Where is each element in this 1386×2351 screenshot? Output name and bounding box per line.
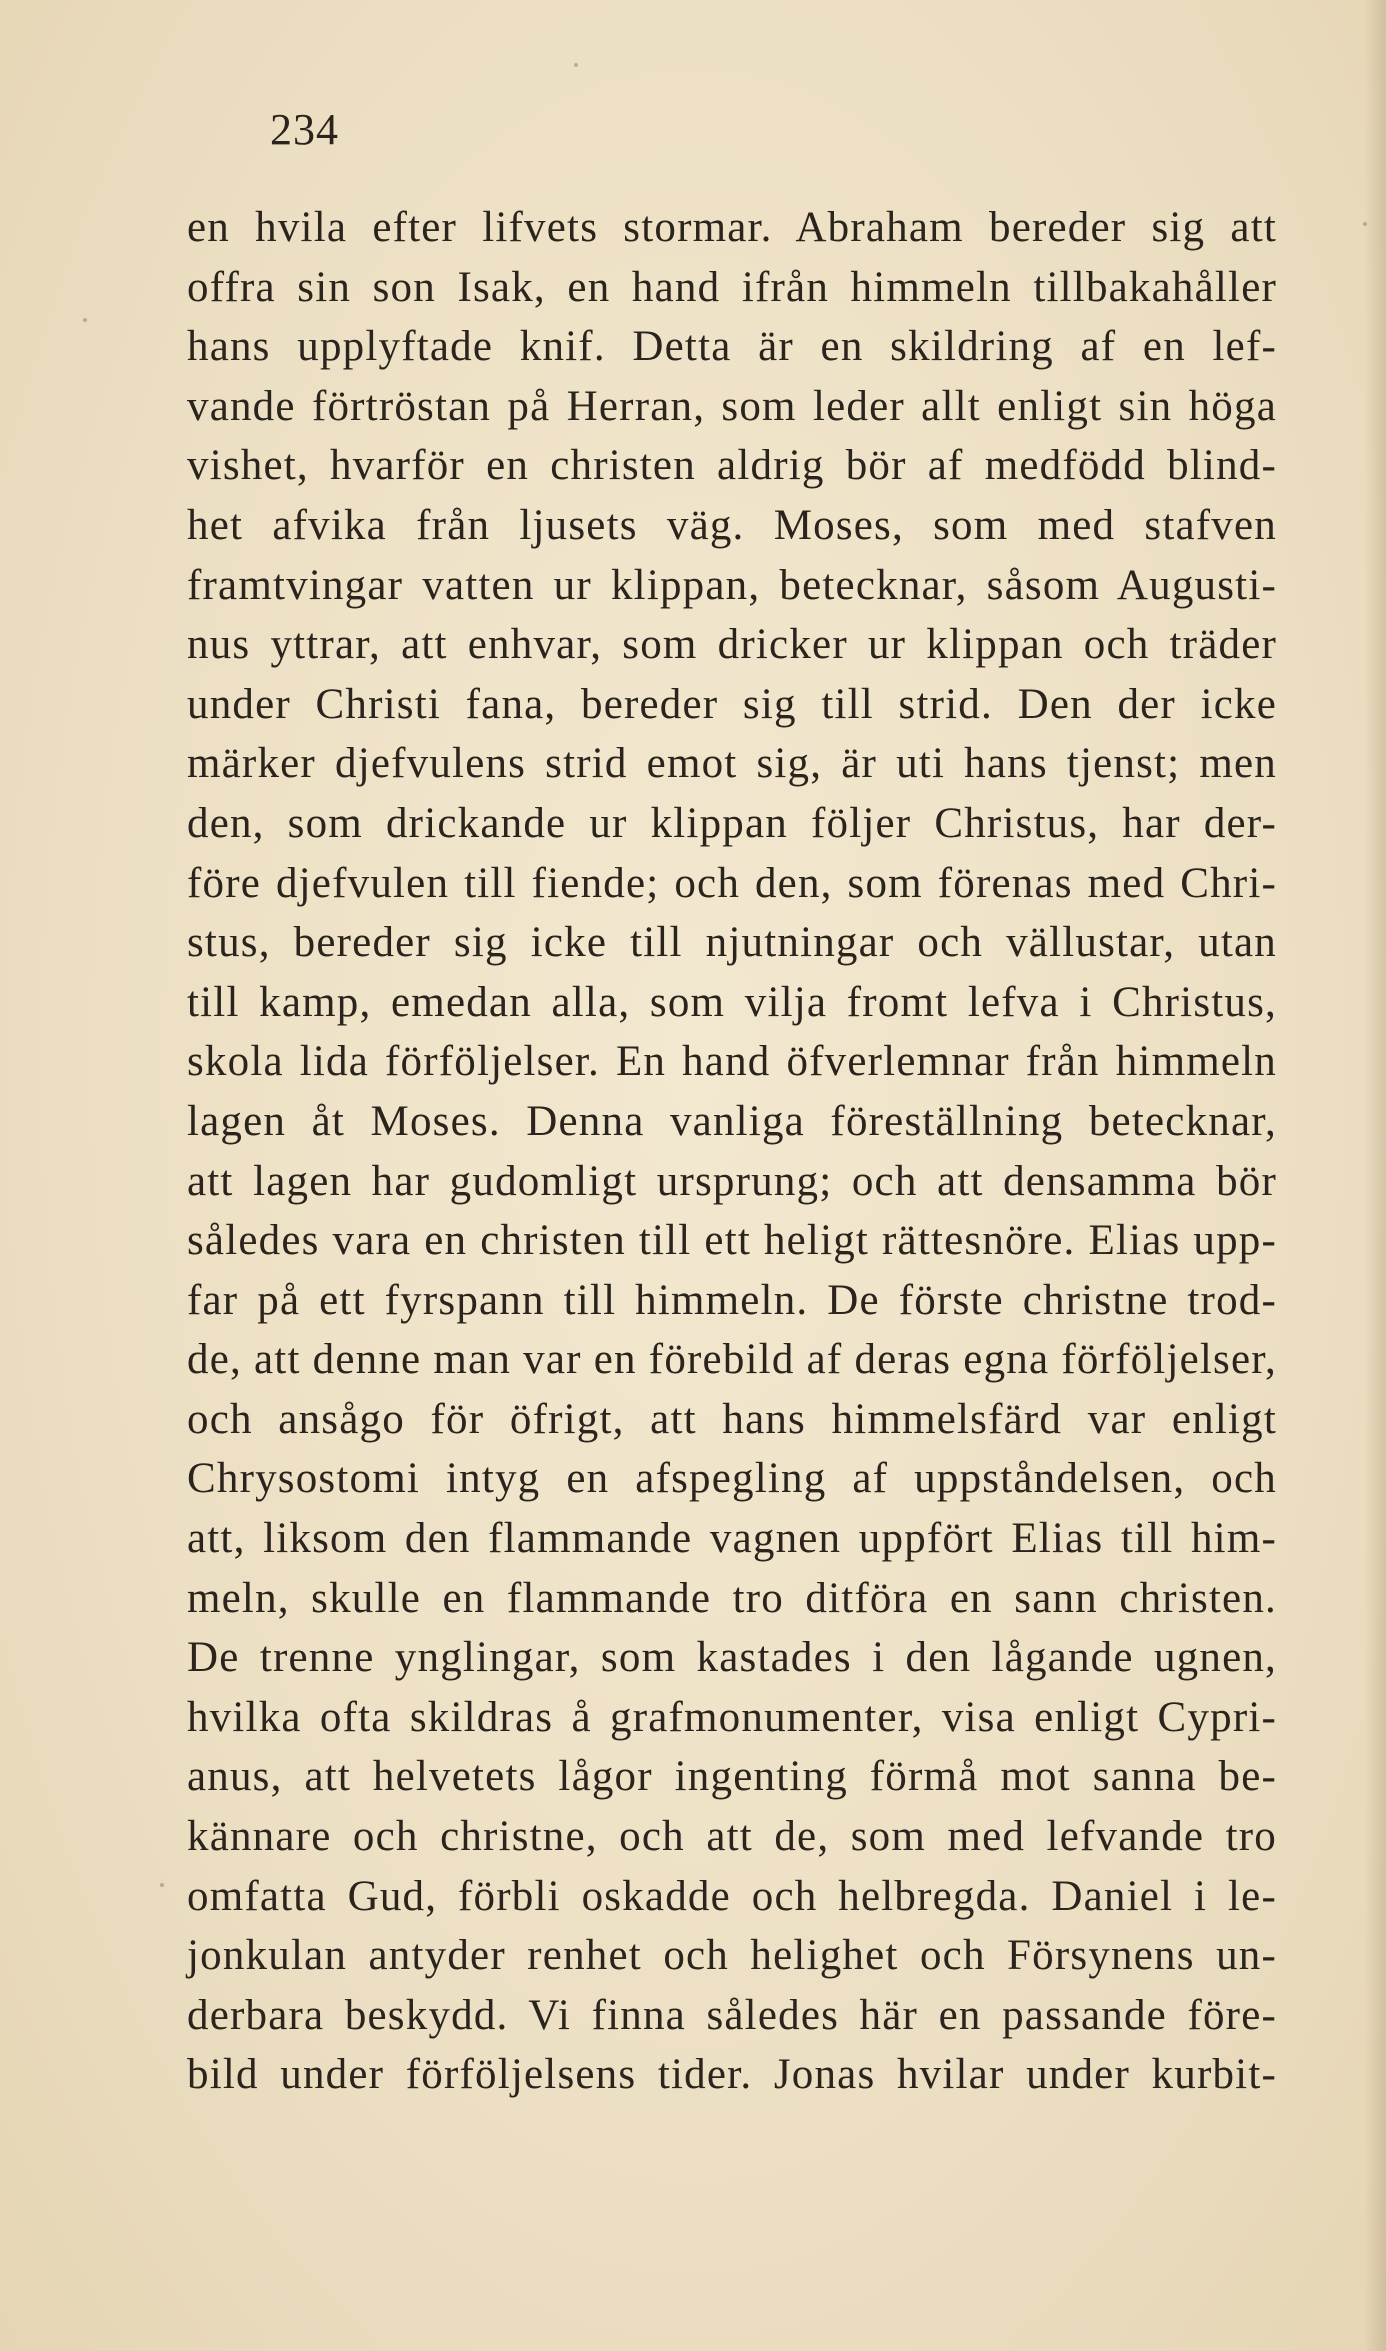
text-line: under Christi fana, bereder sig till strid. Den der icke [187,680,1277,728]
text-line: en hvila efter lifvets stormar. Abraham bereder sig att [187,204,1277,251]
text-line: vishet, hvarför en christen aldrig bör af medfödd blind- [187,442,1277,490]
text-line: omfatta Gud, förbli oskadde och helbregda. Daniel i le- [187,1872,1277,1920]
text-line: märker djefvulens strid emot sig, är uti hans tjenst; men [187,740,1277,788]
paper-speck [1363,222,1367,226]
text-line: kännare och christne, och att de, som med lefvande tro [187,1813,1277,1861]
text-line: lagen åt Moses. Denna vanliga föreställning betecknar, [187,1097,1277,1145]
paper-speck [83,318,87,322]
text-line: stus, bereder sig icke till njutningar och vällustar, utan [187,919,1277,967]
text-line: och ansågo för öfrigt, att hans himmelsfärd var enligt [187,1395,1277,1443]
text-line: jonkulan antyder renhet och helighet och Försynens un- [187,1932,1277,1980]
text-line: vande förtröstan på Herran, som leder allt enligt sin höga [187,382,1277,430]
text-line: offra sin son Isak, en hand ifrån himmeln tillbakahåller [187,263,1277,311]
text-line: meln, skulle en flammande tro ditföra en sann christen. [187,1574,1277,1622]
text-line: De trenne ynglingar, som kastades i den lågande ugnen, [187,1634,1277,1682]
page-number: 234 [270,105,339,154]
text-line: anus, att helvetets lågor ingenting förmå mot sanna be- [187,1753,1277,1801]
text-line: nus yttrar, att enhvar, som dricker ur klippan och träder [187,621,1277,669]
body-text [187,198,1277,2105]
text-line: den, som drickande ur klippan följer Christus, har der- [187,799,1277,847]
text-line: att, liksom den flammande vagnen uppfört Elias till him- [187,1515,1277,1563]
text-line: Chrysostomi intyg en afspegling af uppståndelsen, och [187,1455,1277,1503]
text-line: hans upplyftade knif. Detta är en skildring af en lef- [187,323,1277,371]
text-line: far på ett fyrspann till himmeln. De förste christne trod- [187,1276,1277,1324]
text-line: framtvingar vatten ur klippan, betecknar, såsom Augusti- [187,561,1277,609]
text-line: skola lida förföljelser. En hand öfverlemnar från himmeln [187,1038,1277,1086]
paper-speck [160,1883,164,1887]
paper-speck [574,63,578,67]
text-line: att lagen har gudomligt ursprung; och att densamma bör [187,1157,1277,1205]
text-line: till kamp, emedan alla, som vilja fromt lefva i Christus, [187,978,1277,1026]
text-line: het afvika från ljusets väg. Moses, som med stafven [187,501,1277,549]
text-line: bild under förföljelsens tider. Jonas hvilar under kurbit- [187,2051,1277,2099]
text-line: derbara beskydd. Vi finna således här en passande före- [187,1991,1277,2039]
text-line: hvilka ofta skildras å grafmonumenter, visa enligt Cypri- [187,1693,1277,1741]
text-line: således vara en christen till ett heligt rättesnöre. Elias upp- [187,1217,1277,1265]
page-edge-shadow [1364,0,1386,2351]
text-line: de, att denne man var en förebild af deras egna förföljelser, [187,1336,1277,1384]
text-line: före djefvulen till fiende; och den, som förenas med Chri- [187,859,1277,907]
